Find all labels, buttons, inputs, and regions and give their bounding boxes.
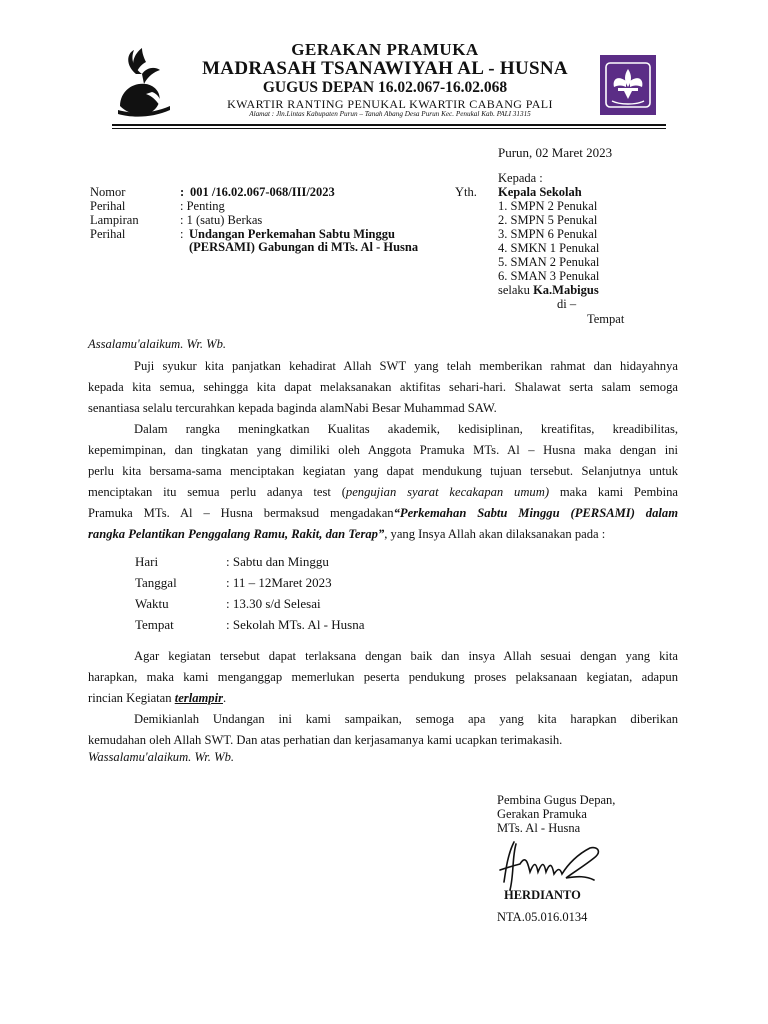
perihal2-label: Perihal [90, 227, 126, 241]
recipient-item: 4. SMKN 1 Penukal [498, 241, 600, 255]
yth-label: Yth. [455, 185, 477, 199]
p2-bold-italic: “Perkemahan Sabtu Minggu (PERSAMI) dalam [393, 506, 678, 520]
schedule-value: : 11 – 12Maret 2023 [226, 575, 332, 590]
place-date: Purun, 02 Maret 2023 [498, 145, 613, 160]
p1-line: senantiasa selalu tercurahkan kepada baginda alamNabi Besar Muhammad SAW. [88, 401, 497, 415]
gugus-depan: GUGUS DEPAN 16.02.067-16.02.068 [262, 79, 508, 96]
schedule-value: : Sekolah MTs. Al - Husna [226, 617, 365, 632]
paragraph-4 [88, 709, 678, 751]
lampiran-label: Lampiran [90, 213, 139, 227]
scout-emblem-icon [600, 55, 656, 115]
schedule-label: Tanggal [135, 575, 177, 590]
paragraph-1 [88, 356, 678, 419]
paragraph-2 [88, 419, 678, 545]
p2-line [88, 482, 678, 503]
p2-line: kepemimpinan, dan tingkatan yang dimiliki oleh Anggota Pramuka MTs. Al – Husna maka dengan ini [88, 443, 678, 457]
nomor-label: Nomor [90, 185, 126, 199]
recipient-title: Kepala Sekolah [498, 185, 582, 199]
recipient-item: 2. SMPN 5 Penukal [498, 213, 598, 227]
schedule-value: : 13.30 s/d Selesai [226, 596, 321, 611]
org-name: GERAKAN PRAMUKA [291, 40, 479, 59]
lampiran-value: : 1 (satu) Berkas [180, 213, 263, 227]
signatory-nta: NTA.05.016.0134 [497, 910, 588, 924]
perihal2-value-line2: (PERSAMI) Gabungan di MTs. Al - Husna [189, 240, 419, 254]
p2-line: perlu kita bersama-sama menciptakan kegiatan yang dapat mendukung tujuan tersebut. Selanjutnya untuk [88, 464, 678, 478]
perihal2-value-line1: Undangan Perkemahan Sabtu Minggu [189, 227, 395, 241]
schedule-value: : Sabtu dan Minggu [226, 554, 329, 569]
perihal1-label: Perihal [90, 199, 126, 213]
tunas-kelapa-icon [112, 44, 176, 122]
p3-line [88, 688, 678, 709]
sig-line1: Pembina Gugus Depan, [497, 793, 616, 807]
p4-line: kemudahan oleh Allah SWT. Dan atas perhatian dan kerjasamanya kami ucapkan terimakasih. [88, 733, 563, 747]
p3-text: rincian Kegiatan [88, 691, 175, 705]
signatory-name: HERDIANTO [504, 888, 581, 902]
p3-text: . [223, 691, 227, 705]
schedule-label: Hari [135, 554, 159, 569]
school-name: MADRASAH TSANAWIYAH AL - HUSNA [202, 58, 568, 79]
pramuka-tunas-logo [112, 44, 176, 122]
recipient-item: 5. SMAN 2 Penukal [498, 255, 600, 269]
recipient-item: 6. SMAN 3 Penukal [498, 269, 600, 283]
p3-terlampir: terlampir [174, 691, 223, 705]
p2-text: maka kami Pembina [549, 485, 678, 499]
nomor-colon: : [180, 185, 185, 199]
p2-line: Dalam rangka meningkatkan Kualitas akademik, kedisiplinan, kreatifitas, kreadibilitas, [134, 422, 678, 436]
nomor-value: 001 /16.02.067-068/III/2023 [190, 185, 335, 199]
greeting: Assalamu'alaikum. Wr. Wb. [88, 337, 227, 351]
p3-line: harapkan, maka kami menganggap memerlukan peserta pendukung proses pelaksanaan kegiatan, adapun [88, 670, 678, 684]
p4-line: Demikianlah Undangan ini kami sampaikan, semoga apa yang kita harapkan diberikan [134, 712, 678, 726]
schedule-label: Tempat [135, 617, 174, 632]
kwartir-line: KWARTIR RANTING PENUKAL KWARTIR CABANG PALI [227, 97, 553, 111]
p1-line: Puji syukur kita panjatkan kehadirat Allah SWT yang telah memberikan rahmat dan hidayahnya [134, 359, 678, 373]
sig-line3: MTs. Al - Husna [497, 821, 581, 835]
sig-line2: Gerakan Pramuka [497, 807, 587, 821]
header-rule-thin [112, 128, 666, 129]
schedule-label: Waktu [135, 596, 169, 611]
address-line: Alamat : Jln.Lintas Kabupaten Purun – Tanah Abang Desa Purun Kec. Penukal Kab. PALI 31315 [249, 110, 531, 118]
recipient-item: 1. SMPN 2 Penukal [498, 199, 598, 213]
p2-line [88, 524, 678, 545]
p2-bold-italic: rangka Pelantikan Penggalang Ramu, Rakit, dan Terap” [88, 527, 385, 541]
closing: Wassalamu'alaikum. Wr. Wb. [88, 750, 235, 764]
kepada-label: Kepada : [498, 171, 543, 185]
p2-text: Pramuka MTs. Al – Husna bermaksud mengadakan [88, 506, 394, 520]
selaku-line [498, 283, 599, 298]
perihal1-value: : Penting [180, 199, 225, 213]
p2-text: menciptakan itu semua perlu adanya test ( [88, 485, 346, 499]
p3-line: Agar kegiatan tersebut dapat terlaksana dengan baik dan insya Allah sesuai dengan yang kita [134, 649, 678, 663]
paragraph-3 [88, 646, 678, 709]
header-rule-thick [112, 124, 666, 126]
p2-line [88, 503, 678, 524]
p2-text: , yang Insya Allah akan dilaksanakan pada : [384, 527, 606, 541]
selaku-role: Ka.Mabigus [533, 283, 599, 297]
wosm-emblem [600, 55, 656, 115]
perihal2-colon: : [180, 227, 184, 241]
p1-line: kepada kita semua, sehingga kita dapat melaksanakan aktifitas sehari-hari. Shalawat serta salam semoga [88, 380, 678, 394]
di-label: di – [557, 297, 577, 311]
p2-italic: pengujian syarat kecakapan umum) [345, 485, 550, 499]
tempat-label: Tempat [587, 312, 625, 326]
recipient-item: 3. SMPN 6 Penukal [498, 227, 598, 241]
selaku-text: selaku [498, 283, 530, 297]
